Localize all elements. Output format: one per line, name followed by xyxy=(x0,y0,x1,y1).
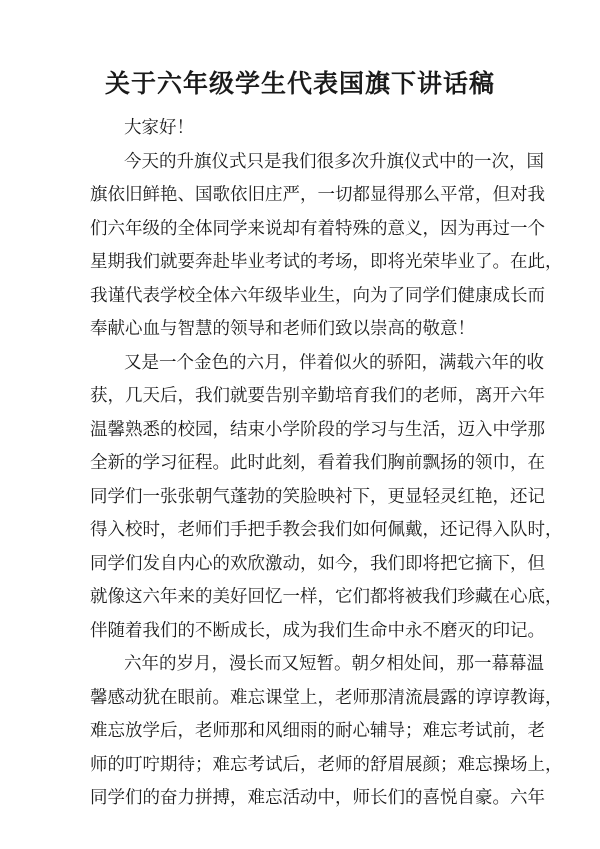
greeting-line: 大家好！ xyxy=(124,118,194,138)
paragraph-line: 星期我们就要奔赴毕业考试的考场，即将光荣毕业了。在此， xyxy=(90,252,563,272)
paragraph-line: 我谨代表学校全体六年级毕业生，向为了同学们健康成长而 xyxy=(90,285,545,306)
paragraph-line: 温馨熟悉的校园，结束小学阶段的学习与生活，迈入中学那 xyxy=(90,419,545,440)
paragraph-line: 得入校时，老师们手把手教会我们如何佩戴，还记得入队时， xyxy=(90,520,563,540)
paragraph-line: 师的叮咛期待；难忘考试后，老师的舒眉展颜；难忘操场上， xyxy=(90,754,563,775)
paragraph-line: 全新的学习征程。此时此刻，看着我们胸前飘扬的领巾，在 xyxy=(90,453,545,473)
paragraph-line: 伴随着我们的不断成长，成为我们生命中永不磨灭的印记。 xyxy=(90,620,545,641)
paragraph-line: 馨感动犹在眼前。难忘课堂上，老师那清流晨露的谆谆教诲， xyxy=(90,687,563,708)
paragraph-line: 今天的升旗仪式只是我们很多次升旗仪式中的一次，国 xyxy=(124,151,544,172)
paragraph-line: 难忘放学后，老师那和风细雨的耐心辅导；难忘考试前，老 xyxy=(90,721,545,741)
paragraph-line: 同学们的奋力拼搏，难忘活动中，师长们的喜悦自豪。六年 xyxy=(90,788,545,808)
paragraph-line: 旗依旧鲜艳、国歌依旧庄严，一切都显得那么平常，但对我 xyxy=(90,185,545,205)
paragraph-line: 们六年级的全体同学来说却有着特殊的意义，因为再过一个 xyxy=(90,218,545,239)
paragraph-line: 同学们发自内心的欢欣激动，如今，我们即将把它摘下，但 xyxy=(90,553,545,574)
document-body xyxy=(90,112,563,816)
document-title: 关于六年级学生代表国旗下讲话稿 xyxy=(104,69,495,98)
paragraph-line: 六年的岁月，漫长而又短暂。朝夕相处间，那一幕幕温 xyxy=(124,654,544,674)
paragraph-line: 同学们一张张朝气蓬勃的笑脸映衬下，更显轻灵红艳，还记 xyxy=(90,486,545,507)
paragraph-line: 就像这六年来的美好回忆一样，它们都将被我们珍藏在心底， xyxy=(90,587,563,607)
paragraph-line: 获，几天后，我们就要告别辛勤培育我们的老师，离开六年 xyxy=(90,386,545,406)
paragraph-line: 奉献心血与智慧的领导和老师们致以崇高的敬意！ xyxy=(90,319,475,339)
paragraph-line: 又是一个金色的六月，伴着似火的骄阳，满载六年的收 xyxy=(124,352,544,373)
